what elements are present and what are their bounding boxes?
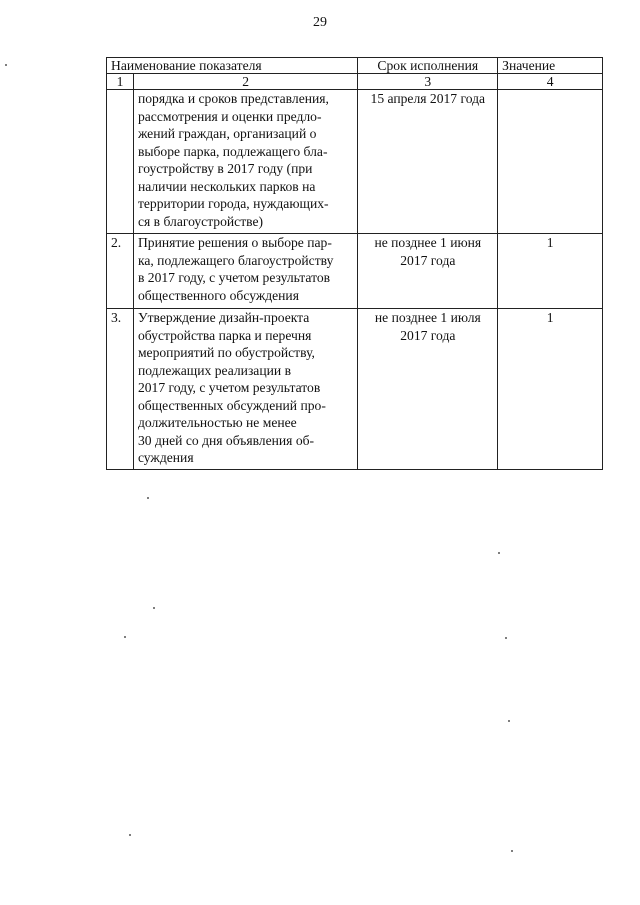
scan-speck — [498, 552, 500, 554]
scan-speck — [505, 637, 507, 639]
row-number: 3. — [107, 309, 134, 470]
column-number-3: 3 — [358, 74, 498, 90]
row-term: 15 апреля 2017 года — [358, 90, 498, 234]
row-value — [498, 90, 603, 234]
scan-speck — [153, 607, 155, 609]
header-indicator-name: Наименование показателя — [107, 58, 358, 74]
table-row — [107, 234, 603, 309]
row-description: Принятие решения о выборе пар- ка, подлежащего благоустройству в 2017 году, с учетом результатов общественного обсуждения — [133, 234, 358, 309]
column-number-1: 1 — [107, 74, 134, 90]
row-term: не позднее 1 июля 2017 года — [358, 309, 498, 470]
header-term: Срок исполнения — [358, 58, 498, 74]
table-row — [107, 309, 603, 470]
row-description: Утверждение дизайн-проекта обустройства парка и перечня мероприятий по обустройству, подлежащих реализации в 2017 году, с учетом результатов общественных обсуждений про- должительностью не менее 30 дней со дня объявления об- суждения — [133, 309, 358, 470]
scan-speck — [5, 64, 7, 66]
scan-speck — [124, 636, 126, 638]
scan-speck — [511, 850, 513, 852]
row-term: не позднее 1 июня 2017 года — [358, 234, 498, 309]
row-number: 2. — [107, 234, 134, 309]
scan-speck — [129, 834, 131, 836]
table-row — [107, 90, 603, 234]
row-number — [107, 90, 134, 234]
column-number-2: 2 — [133, 74, 358, 90]
header-value: Значение — [498, 58, 603, 74]
scan-speck — [147, 497, 149, 499]
row-description: порядка и сроков представления, рассмотрения и оценки предло- жений граждан, организаций о выборе парка, подлежащего бла- гоустройству в 2017 году (при наличии нескольких парков на территории города, нуждающих- ся в благоустройстве) — [133, 90, 358, 234]
column-number-row — [107, 74, 603, 90]
row-value: 1 — [498, 309, 603, 470]
schedule-table — [106, 57, 603, 470]
column-number-4: 4 — [498, 74, 603, 90]
scan-speck — [508, 720, 510, 722]
page-number: 29 — [313, 15, 327, 30]
table-header-row — [107, 58, 603, 74]
row-value: 1 — [498, 234, 603, 309]
